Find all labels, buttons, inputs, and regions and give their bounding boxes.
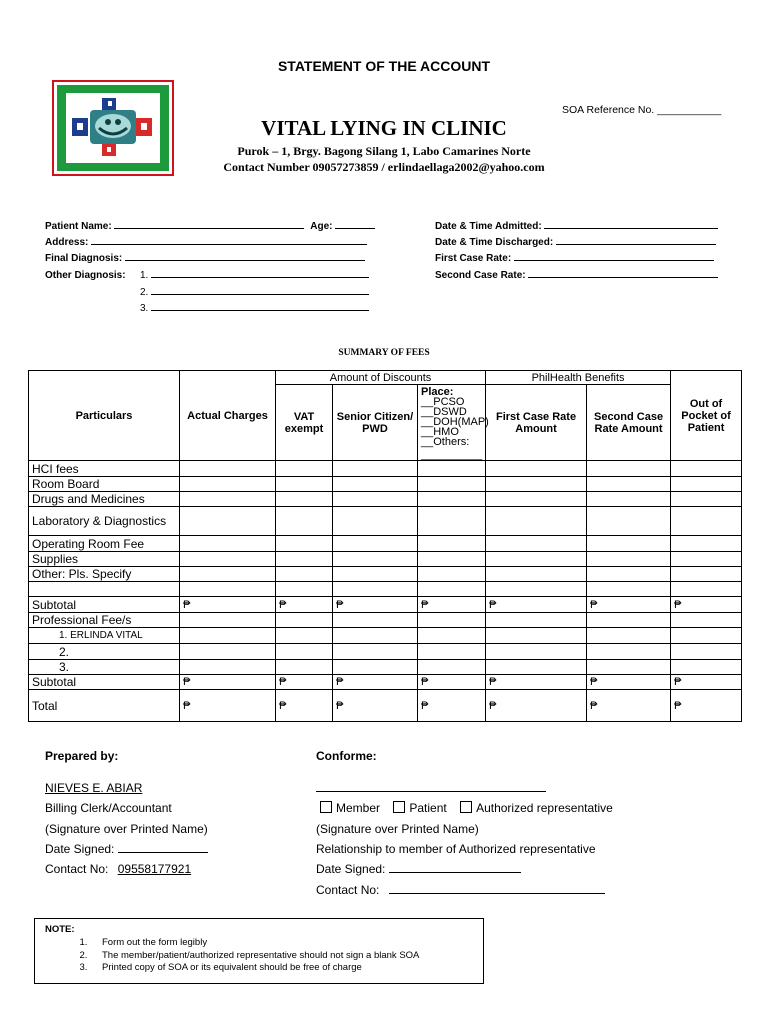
table-row: [29, 461, 742, 477]
clinic-name: VITAL LYING IN CLINIC: [261, 116, 507, 140]
peso-sign: ₱: [180, 690, 276, 722]
table-row: [29, 628, 742, 644]
peso-sign: ₱: [418, 675, 486, 690]
conforme-label: Conforme:: [316, 749, 377, 763]
other-diagnosis-label: Other Diagnosis: [45, 270, 123, 281]
row-label-or-fee: Operating Room Fee: [29, 536, 180, 552]
clinic-contact: Contact Number 09057273859 / erlindaellaga2002@yahoo.com: [223, 160, 545, 174]
final-diagnosis-label: Final Diagnosis: [45, 253, 119, 264]
first-case-rate-field[interactable]: [514, 260, 714, 261]
first-case-rate-row: First Case Rate:: [435, 253, 714, 264]
place-others: __Others:: [421, 436, 470, 448]
final-diagnosis-row: Final Diagnosis:: [45, 253, 365, 264]
prepared-date-signed-label: Date Signed:: [45, 842, 115, 856]
date-admitted-field[interactable]: [544, 228, 718, 229]
place-doh: __DOH(MAP): [421, 416, 489, 428]
final-diagnosis-field[interactable]: [125, 260, 365, 261]
prepared-contact-label: Contact No:: [45, 862, 109, 876]
prepared-by-position: Billing Clerk/Accountant: [45, 801, 172, 815]
patient-name-field[interactable]: [114, 228, 304, 229]
table-row: [29, 660, 742, 675]
prepared-signature-note: (Signature over Printed Name): [45, 822, 208, 836]
col-vat-exempt: VAT exempt: [276, 385, 333, 461]
table-row: [29, 567, 742, 582]
peso-sign: ₱: [333, 690, 418, 722]
document-title: STATEMENT OF THE ACCOUNT: [277, 58, 491, 74]
address-label: Address: [45, 237, 86, 248]
date-discharged-row: Date & Time Discharged:: [435, 237, 716, 248]
peso-sign: ₱: [671, 690, 742, 722]
date-admitted-row: Date & Time Admitted:: [435, 221, 718, 232]
row-label-prof-fee: Professional Fee/s: [29, 613, 180, 628]
table-row: [29, 536, 742, 552]
row-label-pf-1: 1. ERLINDA VITAL: [29, 628, 180, 644]
table-row: [29, 507, 742, 536]
row-label-pf-3: 3.: [29, 660, 180, 675]
other-diagnosis-3: [140, 303, 369, 314]
peso-sign: ₱: [276, 690, 333, 722]
total-row: [29, 690, 742, 722]
peso-sign: ₱: [486, 690, 587, 722]
conforme-relationship-label: Relationship to member of Authorized representative: [316, 842, 596, 856]
member-checkbox[interactable]: [320, 801, 332, 813]
peso-sign: ₱: [587, 675, 671, 690]
other-dx-3-num: 3.: [140, 303, 149, 314]
col-amount-of-discounts: Amount of Discounts: [276, 371, 486, 385]
col-actual-charges: Actual Charges: [180, 371, 276, 461]
peso-sign: ₱: [276, 675, 333, 690]
place-blank: __________: [421, 449, 483, 461]
col-philhealth-benefits: PhilHealth Benefits: [486, 371, 671, 385]
row-label-subtotal-2: Subtotal: [29, 675, 180, 690]
row-label-total: Total: [29, 690, 180, 722]
col-second-case: Second Case Rate Amount: [587, 385, 671, 461]
row-label-supplies: Supplies: [29, 552, 180, 567]
other-dx-3-field[interactable]: [151, 310, 369, 311]
other-dx-1-field[interactable]: [151, 277, 369, 278]
table-row: [29, 613, 742, 628]
table-row: [29, 477, 742, 492]
other-diagnosis-1: [140, 270, 369, 281]
summary-title: SUMMARY OF FEES: [338, 348, 430, 358]
col-particulars: Particulars: [29, 371, 180, 461]
conforme-relationship-options: [320, 801, 613, 815]
second-case-rate-label: Second Case Rate: [435, 270, 523, 281]
table-row: [29, 552, 742, 567]
header-row-1: [29, 371, 742, 385]
table-row: [29, 644, 742, 660]
patient-name-row: Patient Name: Age:: [45, 221, 375, 232]
col-senior-pwd: Senior Citizen/ PWD: [333, 385, 418, 461]
conforme-contact-field[interactable]: [389, 893, 605, 894]
date-admitted-label: Date & Time Admitted: [435, 221, 539, 232]
peso-sign: ₱: [587, 690, 671, 722]
other-dx-1-num: 1.: [140, 270, 149, 281]
peso-sign: ₱: [418, 690, 486, 722]
second-case-rate-field[interactable]: [528, 277, 718, 278]
row-label-hci: HCI fees: [29, 461, 180, 477]
place-pcso: __PCSO: [421, 396, 465, 408]
peso-sign: ₱: [333, 675, 418, 690]
date-discharged-field[interactable]: [556, 244, 716, 245]
note-list: [45, 937, 419, 975]
other-dx-2-num: 2.: [140, 287, 149, 298]
conforme-contact-row: [316, 883, 605, 897]
peso-sign: ₱: [180, 597, 276, 613]
address-row: Address:: [45, 237, 367, 248]
conforme-contact-label: Contact No:: [316, 883, 380, 897]
conforme-date-signed-field[interactable]: [389, 872, 521, 873]
conforme-date-signed-label: Date Signed:: [316, 862, 386, 876]
clinic-address: Purok – 1, Brgy. Bagong Silang 1, Labo Camarines Norte: [237, 144, 531, 158]
age-label: Age: [310, 221, 330, 232]
fees-table: [28, 370, 742, 722]
conforme-date-signed-row: [316, 862, 521, 876]
second-case-rate-row: Second Case Rate:: [435, 270, 718, 281]
row-label-drugs: Drugs and Medicines: [29, 492, 180, 507]
row-label-lab: Laboratory & Diagnostics: [29, 507, 180, 536]
peso-sign: ₱: [276, 597, 333, 613]
note-box: [34, 918, 484, 984]
peso-sign: ₱: [587, 597, 671, 613]
authorized-rep-label: Authorized representative: [476, 801, 613, 815]
prepared-date-signed-field[interactable]: [118, 852, 208, 853]
peso-sign: ₱: [671, 597, 742, 613]
row-label-pf-2: 2.: [29, 644, 180, 660]
first-case-rate-label: First Case Rate: [435, 253, 508, 264]
conforme-signature-note: (Signature over Printed Name): [316, 822, 479, 836]
prepared-contact-row: [45, 862, 191, 876]
peso-sign: ₱: [671, 675, 742, 690]
peso-sign: ₱: [418, 597, 486, 613]
place-hmo: __HMO: [421, 426, 459, 438]
patient-label: Patient: [409, 801, 447, 815]
note-item: 3. Printed copy of SOA or its equivalent should be free of charge: [90, 962, 419, 975]
row-label-other: Other: Pls. Specify: [29, 567, 180, 582]
subtotal-row: [29, 675, 742, 690]
col-place: [418, 385, 489, 461]
col-first-case: First Case Rate Amount: [486, 385, 587, 461]
prepared-by-name: NIEVES E. ABIAR: [45, 781, 143, 795]
patient-name-label: Patient Name: [45, 221, 109, 232]
prepared-contact-value: 09558177921: [117, 862, 192, 876]
note-item: 2. The member/patient/authorized representative should not sign a blank SOA: [90, 950, 419, 963]
member-label: Member: [336, 801, 381, 815]
authorized-rep-checkbox[interactable]: [460, 801, 472, 813]
col-out-of-pocket: Out of Pocket of Patient: [671, 371, 742, 461]
other-diagnosis-2: [140, 287, 369, 298]
patient-checkbox[interactable]: [393, 801, 405, 813]
table-row-blank: [29, 582, 742, 597]
row-label-room: Room Board: [29, 477, 180, 492]
other-dx-2-field[interactable]: [151, 294, 369, 295]
peso-sign: ₱: [486, 675, 587, 690]
other-diagnosis-row: Other Diagnosis:: [45, 270, 126, 281]
age-field[interactable]: [335, 228, 375, 229]
prepared-date-signed-row: [45, 842, 208, 856]
row-label-subtotal: Subtotal: [29, 597, 180, 613]
peso-sign: ₱: [486, 597, 587, 613]
table-row: [29, 492, 742, 507]
soa-reference: SOA Reference No. ___________: [562, 104, 722, 116]
subtotal-row: [29, 597, 742, 613]
place-title: Place:: [421, 386, 454, 398]
peso-sign: ₱: [333, 597, 418, 613]
place-dswd: __DSWD: [421, 406, 467, 418]
note-item: 1. Form out the form legibly: [90, 937, 419, 950]
conforme-signature-line[interactable]: [316, 791, 546, 792]
note-title: NOTE:: [45, 924, 75, 935]
address-field[interactable]: [91, 244, 367, 245]
peso-sign: ₱: [180, 675, 276, 690]
prepared-by-label: Prepared by:: [45, 749, 119, 763]
date-discharged-label: Date & Time Discharged: [435, 237, 550, 248]
